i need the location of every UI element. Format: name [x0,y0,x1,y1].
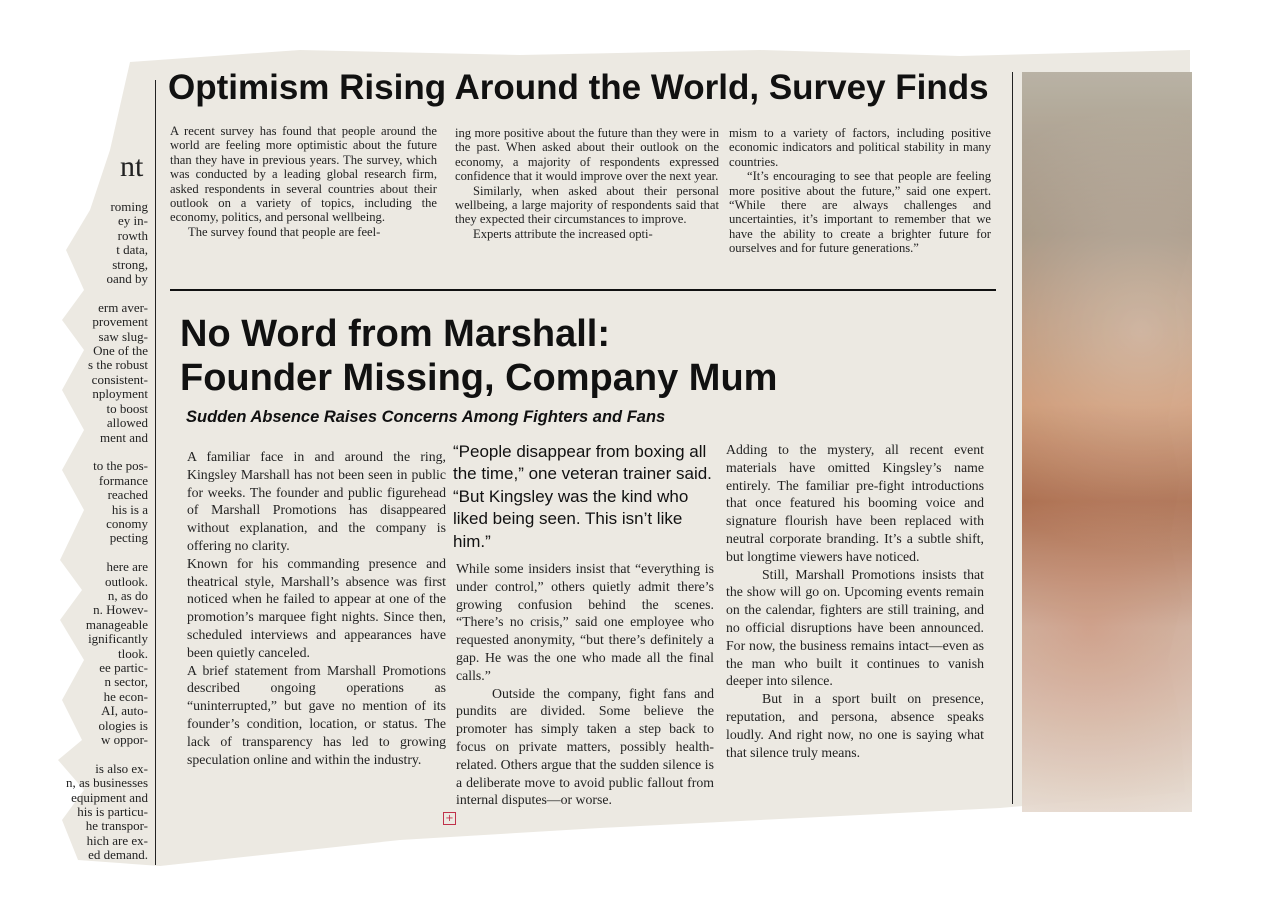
fragment-line: formance [98,472,148,488]
main-story-column-3 [726,441,984,761]
paragraph: ing more positive about the future than they were in the past. When asked about their outlook on the economy, a majority of respondents expressed confidence that it would improve over the next year. [455,126,719,184]
fragment-line: here are [106,559,148,575]
fragment-line: strong, [112,256,148,272]
left-fragment-text [60,200,148,863]
fragment-line: ed demand. [88,847,148,863]
fragment-line: hich are ex- [86,832,148,848]
headline-line-1: No Word from Marshall: [180,313,610,355]
fragment-line [60,747,148,761]
fragment-line [60,546,148,560]
paragraph: A familiar face in and around the ring, Kingsley Marshall has not been seen in public for weeks. The founder and public figurehead of Marshall Promotions has disappeared without explanation, and the company is offering no clarity. [187,449,446,553]
fragment-line: roming [110,199,148,214]
fragment-line: equipment and [71,789,148,805]
fragment-line: ment and [99,429,148,445]
fragment-line: to the pos- [93,458,148,474]
top-story-column-2 [455,126,719,241]
fragment-headline: nt [120,150,144,183]
fragment-line: outlook. [105,573,148,589]
fragment-line: he econ- [103,688,148,704]
fragment-line: tlook. [118,645,148,661]
paragraph: Known for his commanding presence and theatrical style, Marshall’s absence was first noticed when he failed to appear at one of the promotion’s marquee fight nights. Since then, scheduled interviews and appearances have been quietly canceled. [187,555,446,660]
main-headline [180,312,777,400]
fragment-line: s the robust [88,357,148,373]
paragraph: Still, Marshall Promotions insists that the show will go on. Upcoming events remain on the calendar, fighters are still training, and no official disruptions have been announced. For now, the business remains intact—even as the man who built it continues to vanish deeper into silence. [726,566,984,689]
fragment-line: conomy [106,515,148,531]
main-story-column-2 [456,560,714,809]
paragraph: A recent survey has found that people around the world are feeling more optimistic about the future than they have in previous years. The survey, which was conducted by a leading global research firm, asked respondents in several countries about their outlook on a variety of topics, including the economy, politics, and personal wellbeing. [170,124,437,225]
paragraph: mism to a variety of factors, including positive economic indicators and political stability in many countries. [729,126,991,169]
top-headline: Optimism Rising Around the World, Survey Finds [168,68,989,107]
subheadline: Sudden Absence Raises Concerns Among Fighters and Fans [186,408,666,426]
fragment-line: allowed [106,415,148,431]
pull-quote: “People disappear from boxing all the time,” one veteran trainer said. “But Kingsley was the kind who liked being seen. This isn’t like him.” [453,442,712,551]
fragment-line [60,286,148,300]
fragment-line: nployment [92,386,148,402]
fragment-line: n sector, [104,674,148,690]
fragment-line: consistent- [91,371,148,387]
fragment-line: ologies is [98,717,148,733]
fragment-line: n, as do [107,587,148,603]
paragraph: Experts attribute the increased opti- [473,226,653,241]
paragraph: But in a sport built on presence, reputation, and persona, absence speaks loudly. And right now, no one is saying what that silence truly means. [726,691,984,760]
fragment-line: his is a [111,501,148,517]
paragraph: Similarly, when asked about their personal wellbeing, a large majority of respondents said that they expected their circumstances to improve. [455,183,719,227]
fragment-line: oand by [106,271,148,287]
add-marker-icon[interactable]: + [443,812,456,825]
paragraph: “It’s encouraging to see that people are feeling more positive about the future,” said one expert. “While there are always challenges and uncertainties, it’s important to remember that we have the ability to create a brighter future for ourselves and for future generations.” [729,169,991,256]
fragment-line: ignificantly [88,631,148,647]
main-story-column-1 [187,448,446,768]
fragment-line: AI, auto- [101,703,148,719]
paragraph: A brief statement from Marshall Promotions described ongoing operations as “uninterrupted,” but gave no mention of its founder’s condition, location, or status. The lack of transparency has led to growing speculation online and within the industry. [187,662,446,767]
fragment-line: ey in- [118,213,148,229]
fragment-line: is also ex- [95,760,148,776]
fragment-line: erm aver- [98,299,148,315]
fragment-line [60,445,148,459]
fragment-line: w oppor- [100,732,148,748]
paragraph: Adding to the mystery, all recent event materials have omitted Kingsley’s name entirely. The familiar pre-fight introductions that once featured his booming voice and signature flourish have been replaced with neutral corporate branding. It’s a subtle shift, but longtime viewers have noticed. [726,442,984,564]
fragment-line: ee partic- [99,660,148,675]
paragraph: Outside the company, fight fans and pundits are divided. Some believe the promoter has simply taken a step back to focus on private matters, possibly health-related. Others argue that the sudden silence is a deliberate move to avoid public fallout from internal disputes—or worse. [456,685,714,808]
fragment-line: saw slug- [98,328,148,344]
fragment-line: reached [107,487,148,503]
top-story-column-3 [729,126,991,256]
fragment-line: to boost [106,400,148,416]
paragraph: While some insiders insist that “everything is under control,” others quietly admit there’s growing confusion behind the scenes. “There’s no crisis,” said one employee who requested anonymity, “but there’s definitely a gap. He was the one who made all the final calls.” [456,561,714,683]
fragment-line: he transpor- [85,818,148,834]
top-story-column-1 [170,124,437,239]
fragment-line: rowth [117,227,148,243]
fragment-line: manageable [85,616,148,632]
fragment-line: t data, [116,242,148,258]
fragment-line: pecting [109,530,148,546]
fragment-line: n, as businesses [66,775,148,791]
story-divider [170,289,996,291]
headline-line-2: Founder Missing, Company Mum [180,357,778,399]
fragment-line: his is particu- [77,804,148,820]
column-rule-right [1012,72,1013,804]
fragment-line: One of the [93,343,148,359]
column-rule-left [155,80,156,865]
paragraph: The survey found that people are feel- [188,224,381,239]
fragment-line: n. Howev- [93,602,148,618]
fragment-line: provement [92,314,148,330]
blurred-photo [1022,72,1192,812]
